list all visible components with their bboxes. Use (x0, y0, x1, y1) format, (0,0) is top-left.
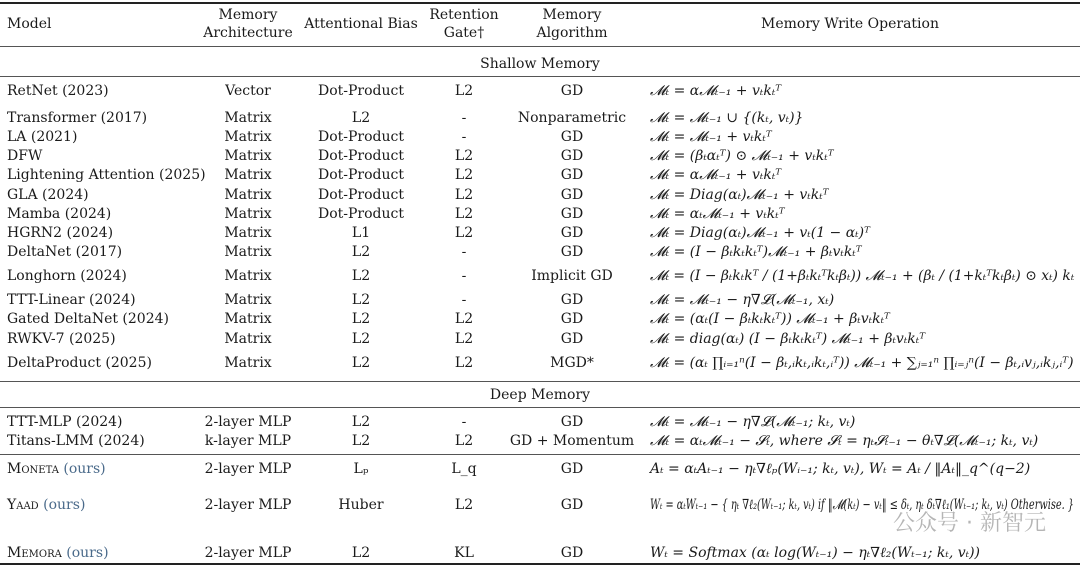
cell-retention-gate: - (461, 110, 467, 126)
cell-model: Transformer (2017) (7, 110, 148, 126)
cell-model: TTT-MLP (2024) (7, 414, 123, 430)
cell-memory-algorithm: MGD* (550, 355, 594, 371)
cell-architecture: Matrix (224, 206, 272, 222)
cell-write-operation: 𝓜ₜ = α𝓜ₜ₋₁ + vₜkₜᵀ (650, 167, 782, 183)
cell-write-operation: 𝓜ₜ = 𝓜ₜ₋₁ − η∇𝓛(𝓜ₜ₋₁; kₜ, vₜ) (650, 414, 856, 430)
cell-memory-algorithm: GD (560, 225, 584, 241)
cell-model: LA (2021) (7, 129, 78, 145)
cell-model: DFW (7, 148, 43, 164)
cell-architecture: Matrix (224, 167, 272, 183)
cell-architecture: Matrix (224, 268, 272, 284)
rule-above-deep-heading (0, 381, 1080, 382)
cell-architecture: Matrix (224, 311, 272, 327)
cell-model: Gated DeltaNet (2024) (7, 311, 169, 327)
cell-retention-gate: L2 (454, 187, 474, 203)
cell-architecture: Matrix (224, 292, 272, 308)
cell-model (7, 544, 109, 562)
cell-memory-algorithm: GD (560, 414, 584, 430)
cell-memory-algorithm: GD (560, 545, 584, 561)
cell-model: HGRN2 (2024) (7, 225, 114, 241)
cell-model: Longhorn (2024) (7, 268, 127, 284)
rule-above-ours (0, 454, 1080, 455)
cell-architecture: Matrix (224, 187, 272, 203)
cell-write-operation: Wₜ = αₜWₜ₋₁ − { ηₜ ∇ℓ₂(Wₜ₋₁; kₜ, vₜ) if ‖𝓜(kₜ) − vₜ‖ ≤ δₜ, ηₜ δₜ∇ℓ₁(Wₜ₋₁; kₜ, vₜ) Otherwise. } (650, 497, 1074, 513)
cell-memory-algorithm: Nonparametric (517, 110, 627, 126)
cell-write-operation: Aₜ = αₜAₜ₋₁ − ηₜ∇ℓₚ(Wᵢ₋₁; kₜ, vₜ), Wₜ = Aₜ / ‖Aₜ‖_q^(q−2) (650, 461, 1031, 477)
cell-architecture: Matrix (224, 331, 272, 347)
cell-retention-gate: L2 (454, 167, 474, 183)
cell-attentional-bias: Dot-Product (318, 167, 404, 183)
bottom-rule (0, 563, 1080, 565)
cell-architecture: Matrix (224, 129, 272, 145)
cell-memory-algorithm: Implicit GD (531, 268, 613, 284)
cell-memory-algorithm: GD (560, 187, 584, 203)
cell-write-operation: 𝓜ₜ = (αₜ ∏ᵢ₌₁ⁿ(I − βₜ,ᵢkₜ,ᵢkₜ,ᵢᵀ)) 𝓜ₜ₋₁ + ∑ⱼ₌₁ⁿ ∏ᵢ₌ⱼⁿ(I − βₜ,ᵢvⱼ,ᵢkⱼ,ᵢᵀ) (650, 355, 1074, 371)
cell-retention-gate: L2 (454, 206, 474, 222)
header-retention-gate: Retention Gate† (429, 7, 499, 41)
header-memory-write-operation: Memory Write Operation (761, 16, 939, 32)
top-rule (0, 2, 1080, 4)
cell-write-operation: Wₜ = Softmax (αₜ log(Wₜ₋₁) − ηₜ∇ℓ₂(Wₜ₋₁; kₜ, vₜ)) (650, 545, 981, 561)
cell-attentional-bias: Lₚ (353, 461, 369, 477)
rule-below-deep-heading (0, 407, 1080, 408)
section-shallow-memory: Shallow Memory (480, 56, 600, 72)
cell-attentional-bias: Dot-Product (318, 129, 404, 145)
cell-write-operation: 𝓜ₜ = Diag(αₜ)𝓜ₜ₋₁ + vₜ(1 − αₜ)ᵀ (650, 225, 870, 241)
cell-architecture: Matrix (224, 110, 272, 126)
cell-retention-gate: L2 (454, 225, 474, 241)
cell-architecture: Matrix (224, 355, 272, 371)
cell-attentional-bias: L2 (351, 545, 371, 561)
cell-model: RetNet (2023) (7, 83, 109, 99)
header-memory-architecture: Memory Architecture (203, 7, 293, 41)
header-model: Model (7, 16, 52, 32)
cell-architecture: 2-layer MLP (204, 497, 292, 513)
cell-retention-gate: L2 (454, 311, 474, 327)
ours-tag: (ours) (58, 461, 106, 477)
cell-memory-algorithm: GD (560, 292, 584, 308)
cell-attentional-bias: L2 (351, 311, 371, 327)
cell-architecture: k-layer MLP (204, 433, 292, 449)
cell-write-operation: 𝓜ₜ = αₜ𝓜ₜ₋₁ − 𝓢ₜ, where 𝓢ₜ = ηₜ𝓢ₜ₋₁ − θₜ∇𝓛(𝓜ₜ₋₁; kₜ, vₜ) (650, 433, 1039, 449)
rule-below-shallow-heading (0, 76, 1080, 77)
cell-architecture: Matrix (224, 244, 272, 260)
cell-model (7, 496, 85, 514)
cell-attentional-bias: L2 (351, 244, 371, 260)
model-name: Memora (7, 545, 62, 561)
watermark-text: 公众号 · 新智元 (893, 511, 1046, 536)
cell-attentional-bias: L2 (351, 292, 371, 308)
cell-memory-algorithm: GD (560, 331, 584, 347)
cell-attentional-bias: L2 (351, 331, 371, 347)
cell-write-operation: 𝓜ₜ = (I − βₜkₜkₜᵀ)𝓜ₜ₋₁ + βₜvₜkₜᵀ (650, 244, 862, 260)
cell-retention-gate: L2 (454, 331, 474, 347)
cell-architecture: 2-layer MLP (204, 545, 292, 561)
ours-tag: (ours) (61, 545, 109, 561)
cell-model: TTT-Linear (2024) (7, 292, 136, 308)
cell-retention-gate: L2 (454, 148, 474, 164)
cell-architecture: Vector (225, 83, 271, 99)
cell-write-operation: 𝓜ₜ = (αₜ(I − βₜkₜkₜᵀ)) 𝓜ₜ₋₁ + βₜvₜkₜᵀ (650, 311, 890, 327)
cell-attentional-bias: Dot-Product (318, 83, 404, 99)
cell-retention-gate: - (461, 292, 467, 308)
cell-attentional-bias: Dot-Product (318, 206, 404, 222)
ours-tag: (ours) (38, 497, 86, 513)
cell-model (7, 460, 106, 478)
cell-write-operation: 𝓜ₜ = diag(αₜ) (I − βₜkₜkₜᵀ) 𝓜ₜ₋₁ + βₜvₜkₜᵀ (650, 331, 926, 347)
cell-architecture: 2-layer MLP (204, 414, 292, 430)
cell-write-operation: 𝓜ₜ = αₜ𝓜ₜ₋₁ + vₜkₜᵀ (650, 206, 785, 222)
cell-model: Titans-LMM (2024) (7, 433, 145, 449)
cell-architecture: 2-layer MLP (204, 461, 292, 477)
cell-retention-gate: L_q (451, 461, 477, 477)
cell-model: Mamba (2024) (7, 206, 112, 222)
header-memory-algorithm: Memory Algorithm (536, 7, 608, 41)
cell-model: DeltaProduct (2025) (7, 355, 152, 371)
cell-retention-gate: - (461, 268, 467, 284)
cell-retention-gate: - (461, 129, 467, 145)
cell-memory-algorithm: GD (560, 129, 584, 145)
cell-retention-gate: L2 (454, 83, 474, 99)
cell-attentional-bias: L2 (351, 110, 371, 126)
cell-retention-gate: KL (454, 545, 474, 561)
cell-write-operation: 𝓜ₜ = Diag(αₜ)𝓜ₜ₋₁ + vₜkₜᵀ (650, 187, 829, 203)
cell-memory-algorithm: GD + Momentum (509, 433, 635, 449)
cell-model: DeltaNet (2017) (7, 244, 123, 260)
cell-attentional-bias: L2 (351, 355, 371, 371)
header-rule (0, 46, 1080, 47)
cell-attentional-bias: Dot-Product (318, 148, 404, 164)
cell-memory-algorithm: GD (560, 83, 584, 99)
cell-write-operation: 𝓜ₜ = 𝓜ₜ₋₁ ∪ {(kₜ, vₜ)} (650, 110, 804, 126)
cell-write-operation: 𝓜ₜ = (I − βₜkₜkᵀ / (1+βₜkₜᵀkₜβₜ)) 𝓜ₜ₋₁ + (βₜ / (1+kₜᵀkₜβₜ) ⊙ xₜ) kₜ (650, 268, 1075, 284)
cell-memory-algorithm: GD (560, 497, 584, 513)
cell-architecture: Matrix (224, 225, 272, 241)
cell-memory-algorithm: GD (560, 244, 584, 260)
cell-write-operation: 𝓜ₜ = α𝓜ₜ₋₁ + vₜkₜᵀ (650, 83, 782, 99)
cell-memory-algorithm: GD (560, 148, 584, 164)
cell-attentional-bias: Dot-Product (318, 187, 404, 203)
cell-retention-gate: L2 (454, 355, 474, 371)
cell-attentional-bias: L1 (351, 225, 371, 241)
model-name: Yaad (7, 497, 39, 513)
model-name: Moneta (7, 461, 59, 477)
cell-memory-algorithm: GD (560, 311, 584, 327)
cell-write-operation: 𝓜ₜ = (βₜαₜᵀ) ⊙ 𝓜ₜ₋₁ + vₜkₜᵀ (650, 148, 834, 164)
section-deep-memory: Deep Memory (489, 387, 591, 403)
cell-model: RWKV-7 (2025) (7, 331, 116, 347)
cell-attentional-bias: L2 (351, 268, 371, 284)
cell-attentional-bias: Huber (338, 497, 384, 513)
cell-write-operation: 𝓜ₜ = 𝓜ₜ₋₁ − η∇𝓛(𝓜ₜ₋₁, xₜ) (650, 292, 835, 308)
cell-architecture: Matrix (224, 148, 272, 164)
cell-retention-gate: L2 (454, 497, 474, 513)
cell-model: GLA (2024) (7, 187, 89, 203)
cell-model: Lightening Attention (2025) (7, 167, 206, 183)
cell-retention-gate: - (461, 414, 467, 430)
cell-memory-algorithm: GD (560, 461, 584, 477)
header-attentional-bias: Attentional Bias (304, 16, 418, 32)
cell-attentional-bias: L2 (351, 433, 371, 449)
cell-retention-gate: L2 (454, 433, 474, 449)
cell-memory-algorithm: GD (560, 206, 584, 222)
cell-attentional-bias: L2 (351, 414, 371, 430)
cell-retention-gate: - (461, 244, 467, 260)
cell-memory-algorithm: GD (560, 167, 584, 183)
cell-write-operation: 𝓜ₜ = 𝓜ₜ₋₁ + vₜkₜᵀ (650, 129, 772, 145)
